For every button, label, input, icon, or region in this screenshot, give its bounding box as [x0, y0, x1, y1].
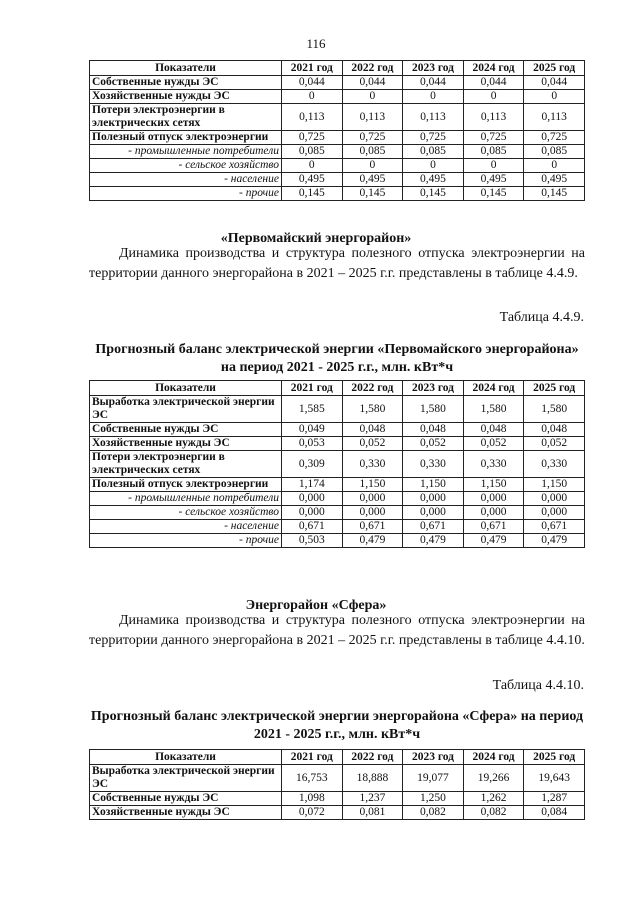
table-cell-value: 0,725	[524, 131, 585, 145]
table-cell-value: 0,495	[524, 173, 585, 187]
table-cell-value: 0,495	[403, 173, 464, 187]
table-cell-value: 0,048	[524, 423, 585, 437]
table-cell-value: 0	[342, 159, 403, 173]
table-cell-value: 0,479	[342, 534, 403, 548]
table-row	[90, 104, 585, 131]
table-cell-value: 0,000	[463, 506, 524, 520]
table-cell-value: 0	[463, 90, 524, 104]
row-label: Собственные нужды ЭС	[90, 423, 282, 437]
page-number: 116	[306, 36, 326, 51]
table-cell-value: 0,479	[524, 534, 585, 548]
table-cell-value: 0,000	[282, 506, 343, 520]
column-header-year: 2024 год	[463, 381, 524, 396]
table-cell-value: 0,048	[342, 423, 403, 437]
table-cell-value: 0,113	[524, 104, 585, 131]
table-cell-value: 0,000	[463, 492, 524, 506]
row-label: - промышленные потребители	[90, 492, 282, 506]
table-cell-value: 0	[524, 159, 585, 173]
table-cell-value: 0,044	[463, 76, 524, 90]
row-label: - население	[90, 173, 282, 187]
row-label: - прочие	[90, 187, 282, 201]
section-heading-sfera: Энергорайон «Сфера»	[245, 598, 387, 613]
table-row	[90, 159, 585, 173]
table-cell-value: 0,085	[403, 145, 464, 159]
table-cell-value: 1,250	[403, 792, 464, 806]
table-cell-value: 0,479	[403, 534, 464, 548]
row-label: Хозяйственные нужды ЭС	[90, 90, 282, 104]
column-header-indicators: Показатели	[90, 750, 282, 765]
table-cell-value: 0,000	[524, 506, 585, 520]
table-row	[90, 131, 585, 145]
table-cell-value: 0	[342, 90, 403, 104]
table-cell-value: 0,330	[403, 451, 464, 478]
table-cell-value: 1,174	[282, 478, 343, 492]
table-cell-value: 19,643	[524, 765, 585, 792]
table-cell-value: 0,113	[403, 104, 464, 131]
table-row	[90, 76, 585, 90]
table-cell-value: 0,000	[282, 492, 343, 506]
table-cell-value: 0,000	[403, 506, 464, 520]
table-title-4-4-10: Прогнозный баланс электрической энергии энергорайона «Сфера» на период 2021 - 2025 г.г., млн. кВт*ч	[90, 709, 584, 742]
table-cell-value: 0,085	[282, 145, 343, 159]
table-cell-value: 0,052	[342, 437, 403, 451]
table-row	[90, 173, 585, 187]
table-cell-value: 0,330	[524, 451, 585, 478]
table-row	[90, 534, 585, 548]
column-header-year: 2024 год	[463, 61, 524, 76]
table-cell-value: 1,262	[463, 792, 524, 806]
table-number-4-4-9: Таблица 4.4.9.	[499, 310, 584, 325]
column-header-year: 2023 год	[403, 61, 464, 76]
table-cell-value: 0,085	[463, 145, 524, 159]
row-label: Хозяйственные нужды ЭС	[90, 437, 282, 451]
table-cell-value: 0,113	[463, 104, 524, 131]
table-row	[90, 423, 585, 437]
table-cell-value: 0,082	[463, 806, 524, 820]
column-header-year: 2023 год	[403, 750, 464, 765]
balance-table-pervomaisky	[89, 380, 585, 548]
table-number-4-4-10: Таблица 4.4.10.	[492, 678, 584, 693]
table-cell-value: 0,000	[342, 492, 403, 506]
table-cell-value: 0,082	[403, 806, 464, 820]
table-row	[90, 396, 585, 423]
table-cell-value: 0,671	[342, 520, 403, 534]
table-cell-value: 16,753	[282, 765, 343, 792]
table-cell-value: 0,052	[403, 437, 464, 451]
table-row	[90, 437, 585, 451]
row-label: - население	[90, 520, 282, 534]
table-cell-value: 19,077	[403, 765, 464, 792]
row-label: - сельское хозяйство	[90, 506, 282, 520]
table-cell-value: 0,053	[282, 437, 343, 451]
table-cell-value: 0,052	[524, 437, 585, 451]
table-cell-value: 0,000	[342, 506, 403, 520]
table-cell-value: 19,266	[463, 765, 524, 792]
section-paragraph-sfera: Динамика производства и структура полезного отпуска электроэнергии на территории данного энергорайона в 2021 – 2025 г.г. представлены в таблице 4.4.10.	[89, 613, 585, 648]
table-row	[90, 478, 585, 492]
table-cell-value: 0,671	[463, 520, 524, 534]
table-cell-value: 0,503	[282, 534, 343, 548]
table-cell-value: 1,585	[282, 396, 343, 423]
table-cell-value: 0,725	[463, 131, 524, 145]
row-label: Собственные нужды ЭС	[90, 792, 282, 806]
table-cell-value: 1,580	[524, 396, 585, 423]
row-label: Выработка электрической энергии ЭС	[90, 765, 282, 792]
row-label: - сельское хозяйство	[90, 159, 282, 173]
table-cell-value: 0,113	[342, 104, 403, 131]
table-cell-value: 0,495	[282, 173, 343, 187]
table-cell-value: 0,072	[282, 806, 343, 820]
table-cell-value: 0,725	[282, 131, 343, 145]
table-cell-value: 0,725	[403, 131, 464, 145]
table-header-row	[90, 61, 585, 76]
section-paragraph-pervomaisky: Динамика производства и структура полезного отпуска электроэнергии на территории данного энергорайона в 2021 – 2025 г.г. представлены в таблице 4.4.9.	[89, 246, 585, 281]
table-row	[90, 520, 585, 534]
table-cell-value: 0	[403, 90, 464, 104]
table-cell-value: 0,145	[342, 187, 403, 201]
table-cell-value: 0,000	[524, 492, 585, 506]
table-cell-value: 0,084	[524, 806, 585, 820]
table-row	[90, 806, 585, 820]
row-label: Собственные нужды ЭС	[90, 76, 282, 90]
table-cell-value: 0,048	[463, 423, 524, 437]
table-cell-value: 0,479	[463, 534, 524, 548]
table-cell-value: 1,150	[463, 478, 524, 492]
table-cell-value: 1,150	[342, 478, 403, 492]
column-header-year: 2021 год	[282, 381, 343, 396]
column-header-year: 2025 год	[524, 61, 585, 76]
column-header-year: 2022 год	[342, 750, 403, 765]
balance-table-sfera	[89, 749, 585, 820]
table-cell-value: 0,113	[282, 104, 343, 131]
table-cell-value: 0,725	[342, 131, 403, 145]
column-header-indicators: Показатели	[90, 61, 282, 76]
table-cell-value: 18,888	[342, 765, 403, 792]
table-cell-value: 0,671	[524, 520, 585, 534]
table-cell-value: 1,580	[463, 396, 524, 423]
table-cell-value: 0,330	[342, 451, 403, 478]
table-cell-value: 0,000	[403, 492, 464, 506]
table-header-row	[90, 750, 585, 765]
table-row	[90, 451, 585, 478]
table-cell-value: 0,671	[403, 520, 464, 534]
table-title-4-4-9: Прогнозный баланс электрической энергии «Первомайского энергорайона» на период 2021 - 2025 г.г., млн. кВт*ч	[95, 342, 579, 375]
table-cell-value: 1,580	[342, 396, 403, 423]
table-row	[90, 765, 585, 792]
row-label: - прочие	[90, 534, 282, 548]
table-cell-value: 1,580	[403, 396, 464, 423]
table-cell-value: 0,044	[403, 76, 464, 90]
table-cell-value: 0,052	[463, 437, 524, 451]
table-cell-value: 0,145	[282, 187, 343, 201]
column-header-year: 2025 год	[524, 750, 585, 765]
table-row	[90, 187, 585, 201]
row-label: Потери электроэнергии в электрических сетях	[90, 104, 282, 131]
table-row	[90, 90, 585, 104]
row-label: Выработка электрической энергии ЭС	[90, 396, 282, 423]
table-cell-value: 0	[282, 90, 343, 104]
table-cell-value: 0,495	[463, 173, 524, 187]
table-header-row	[90, 381, 585, 396]
column-header-year: 2025 год	[524, 381, 585, 396]
section-heading-pervomaisky: «Первомайский энергорайон»	[220, 231, 412, 246]
table-cell-value: 0,049	[282, 423, 343, 437]
row-label: Полезный отпуск электроэнергии	[90, 131, 282, 145]
column-header-indicators: Показатели	[90, 381, 282, 396]
table-cell-value: 0,048	[403, 423, 464, 437]
table-cell-value: 0,081	[342, 806, 403, 820]
table-cell-value: 0,044	[524, 76, 585, 90]
table-row	[90, 492, 585, 506]
column-header-year: 2024 год	[463, 750, 524, 765]
table-cell-value: 0,671	[282, 520, 343, 534]
table-row	[90, 145, 585, 159]
column-header-year: 2022 год	[342, 61, 403, 76]
table-cell-value: 0,044	[282, 76, 343, 90]
table-row	[90, 792, 585, 806]
balance-table-1	[89, 60, 585, 201]
table-row	[90, 506, 585, 520]
table-cell-value: 0,330	[463, 451, 524, 478]
column-header-year: 2022 год	[342, 381, 403, 396]
column-header-year: 2021 год	[282, 61, 343, 76]
row-label: - промышленные потребители	[90, 145, 282, 159]
table-cell-value: 0,044	[342, 76, 403, 90]
row-label: Полезный отпуск электроэнергии	[90, 478, 282, 492]
table-cell-value: 1,098	[282, 792, 343, 806]
table-cell-value: 1,150	[403, 478, 464, 492]
table-cell-value: 0,085	[342, 145, 403, 159]
table-cell-value: 0,145	[524, 187, 585, 201]
table-cell-value: 1,287	[524, 792, 585, 806]
table-cell-value: 0,085	[524, 145, 585, 159]
table-cell-value: 0,309	[282, 451, 343, 478]
column-header-year: 2021 год	[282, 750, 343, 765]
table-cell-value: 0,145	[403, 187, 464, 201]
table-cell-value: 1,150	[524, 478, 585, 492]
row-label: Потери электроэнергии в электрических сетях	[90, 451, 282, 478]
table-cell-value: 0	[282, 159, 343, 173]
table-cell-value: 1,237	[342, 792, 403, 806]
column-header-year: 2023 год	[403, 381, 464, 396]
table-cell-value: 0	[524, 90, 585, 104]
table-cell-value: 0	[463, 159, 524, 173]
table-cell-value: 0,495	[342, 173, 403, 187]
table-cell-value: 0,145	[463, 187, 524, 201]
row-label: Хозяйственные нужды ЭС	[90, 806, 282, 820]
table-cell-value: 0	[403, 159, 464, 173]
